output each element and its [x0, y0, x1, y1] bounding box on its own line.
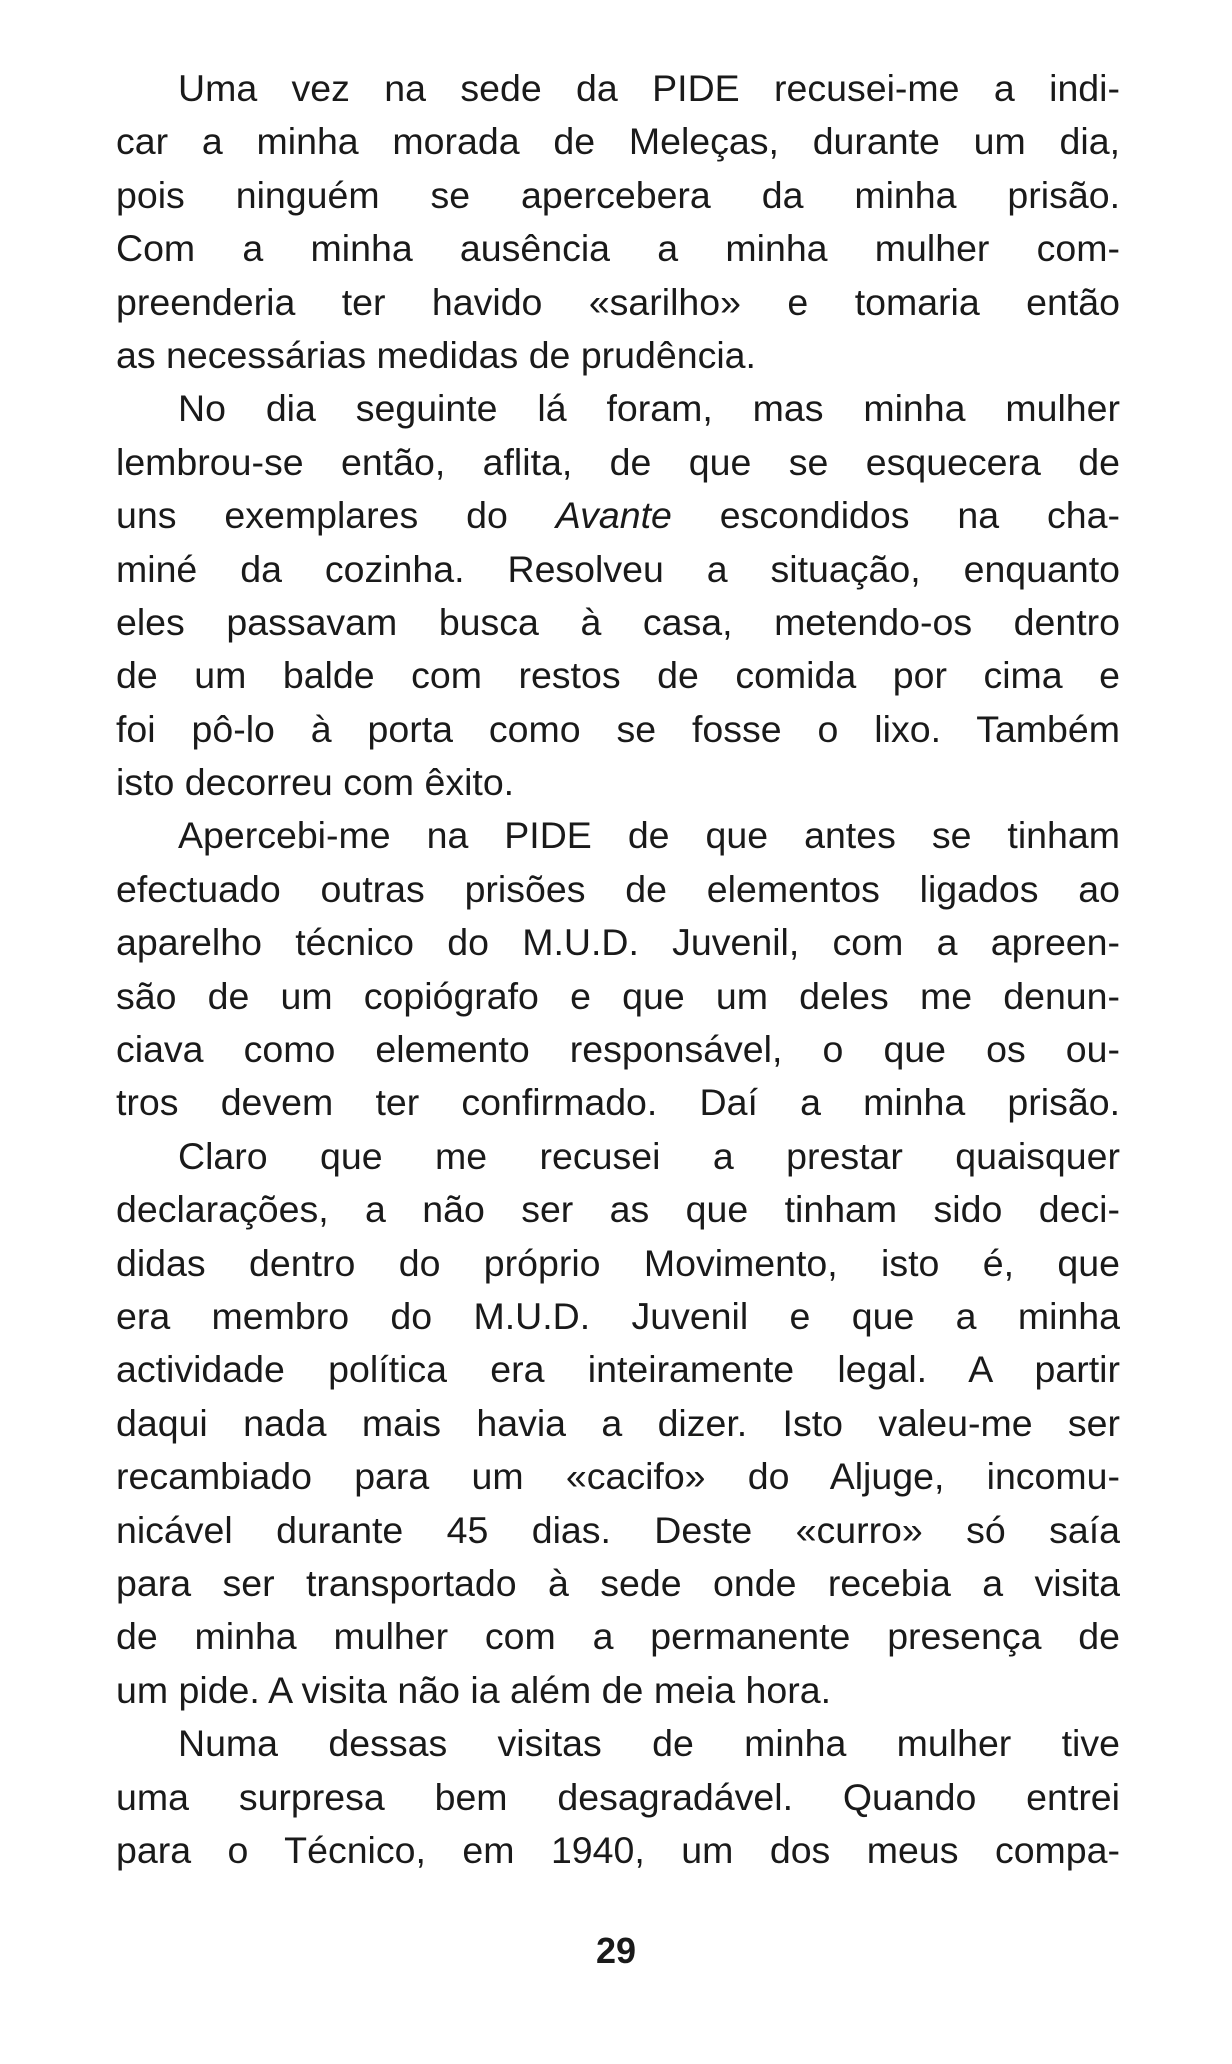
text-line: eles passavam busca à casa, metendo-os dentro — [116, 600, 1120, 643]
text-line: No dia seguinte lá foram, mas minha mulher — [178, 387, 1120, 430]
text-line: para o Técnico, em 1940, um dos meus compa- — [116, 1828, 1120, 1871]
text-line: uns exemplares do Avante escondidos na cha- — [116, 494, 1120, 537]
text-line: são de um copiógrafo e que um deles me denun- — [116, 974, 1120, 1017]
text-line: tros devem ter confirmado. Daí a minha prisão. — [116, 1081, 1120, 1124]
text-line: didas dentro do próprio Movimento, isto é, que — [116, 1241, 1120, 1284]
text-line: Com a minha ausência a minha mulher com- — [116, 227, 1120, 270]
text-line: foi pô-lo à porta como se fosse o lixo. Também — [116, 707, 1120, 750]
body-text — [116, 62, 1120, 1877]
text-line: recambiado para um «cacifo» do Aljuge, incomu- — [116, 1455, 1120, 1498]
text-line: Uma vez na sede da PIDE recusei-me a indi- — [178, 67, 1120, 109]
text-line: car a minha morada de Meleças, durante um dia, — [116, 120, 1120, 163]
text-line: pois ninguém se apercebera da minha prisão. — [116, 173, 1120, 216]
text-line: aparelho técnico do M.U.D. Juvenil, com a apreen- — [116, 921, 1120, 964]
text-line: era membro do M.U.D. Juvenil e que a minha — [116, 1294, 1120, 1337]
text-line: de minha mulher com a permanente presença de — [116, 1615, 1120, 1658]
text-line: de um balde com restos de comida por cima e — [116, 654, 1120, 697]
text-line: nicável durante 45 dias. Deste «curro» só saía — [116, 1508, 1120, 1551]
text-line: miné da cozinha. Resolveu a situação, enquanto — [116, 547, 1120, 590]
text-line: Numa dessas visitas de minha mulher tive — [178, 1722, 1120, 1765]
text-line: isto decorreu com êxito. — [116, 761, 515, 804]
text-line: preenderia ter havido «sarilho» e tomaria então — [116, 280, 1120, 323]
text-line: Apercebi-me na PIDE de que antes se tinham — [178, 814, 1120, 857]
text-line: uma surpresa bem desagradável. Quando entrei — [116, 1775, 1120, 1818]
page-number: 29 — [595, 1930, 637, 1971]
text-line: lembrou-se então, aflita, de que se esquecera de — [116, 440, 1120, 483]
text-line: declarações, a não ser as que tinham sido deci- — [116, 1188, 1120, 1231]
text-line: as necessárias medidas de prudência. — [116, 333, 756, 376]
text-line: Claro que me recusei a prestar quaisquer — [178, 1134, 1120, 1177]
text-line: para ser transportado à sede onde recebia a visita — [116, 1561, 1120, 1604]
text-line: daqui nada mais havia a dizer. Isto valeu-me ser — [116, 1401, 1120, 1444]
text-line: efectuado outras prisões de elementos ligados ao — [116, 867, 1120, 910]
text-line: actividade política era inteiramente legal. A partir — [116, 1348, 1120, 1391]
text-line: um pide. A visita não ia além de meia hora. — [116, 1668, 831, 1711]
text-line: ciava como elemento responsável, o que os ou- — [116, 1028, 1120, 1071]
